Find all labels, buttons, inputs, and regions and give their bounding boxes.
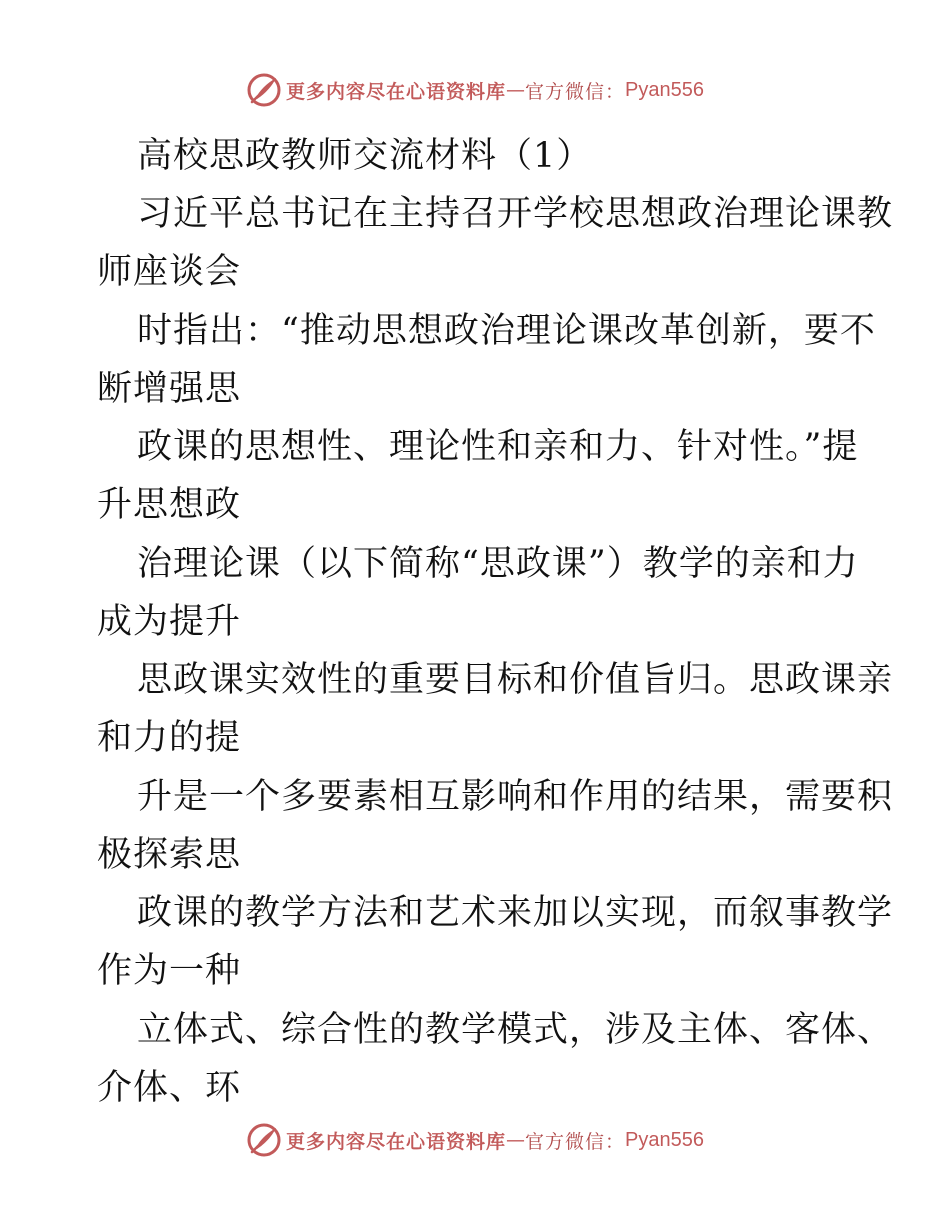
- text-line: 政课的教学方法和艺术来加以实现，而叙事教学: [137, 893, 894, 933]
- text-line: 立体式、综合性的教学模式，涉及主体、客体、: [137, 1010, 894, 1050]
- watermark-separator: —: [506, 79, 526, 101]
- text-line: 思政课实效性的重要目标和价值旨归。思政课亲: [137, 660, 894, 700]
- watermark-wechat-label: 官方微信：: [525, 1130, 626, 1153]
- text-line: 断增强思: [97, 369, 242, 409]
- watermark-separator: —: [506, 1129, 526, 1151]
- feather-pen-logo-icon: [246, 72, 282, 108]
- text-line: 时指出：“推动思想政治理论课改革创新，要不: [137, 311, 876, 351]
- feather-pen-logo-icon: [246, 1122, 282, 1158]
- text-line: 极探索思: [97, 835, 242, 875]
- text-line: 师座谈会: [97, 252, 242, 292]
- text-line: 习近平总书记在主持召开学校思想政治理论课教: [137, 194, 894, 234]
- text-line: 治理论课（以下简称“思政课”）教学的亲和力: [137, 544, 859, 584]
- text-line: 和力的提: [97, 718, 242, 758]
- document-title: 高校思政教师交流材料（1）: [137, 136, 593, 176]
- watermark-wechat-label: 官方微信：: [525, 80, 626, 103]
- watermark-text: 更多内容尽在心语资料库: [286, 80, 507, 103]
- text-line: 成为提升: [97, 602, 242, 642]
- watermark-banner-top: [0, 70, 950, 110]
- text-line: 升思想政: [97, 485, 242, 525]
- text-line: 介体、环: [97, 1068, 242, 1108]
- watermark-wechat-id: Pyan556: [625, 1128, 704, 1151]
- watermark-text: 更多内容尽在心语资料库: [286, 1130, 507, 1153]
- watermark-wechat-id: Pyan556: [625, 78, 704, 101]
- text-line: 升是一个多要素相互影响和作用的结果，需要积: [137, 777, 894, 817]
- text-line: 作为一种: [97, 951, 242, 991]
- text-line: 政课的思想性、理论性和亲和力、针对性。”提: [137, 427, 859, 467]
- watermark-banner-bottom: [0, 1120, 950, 1160]
